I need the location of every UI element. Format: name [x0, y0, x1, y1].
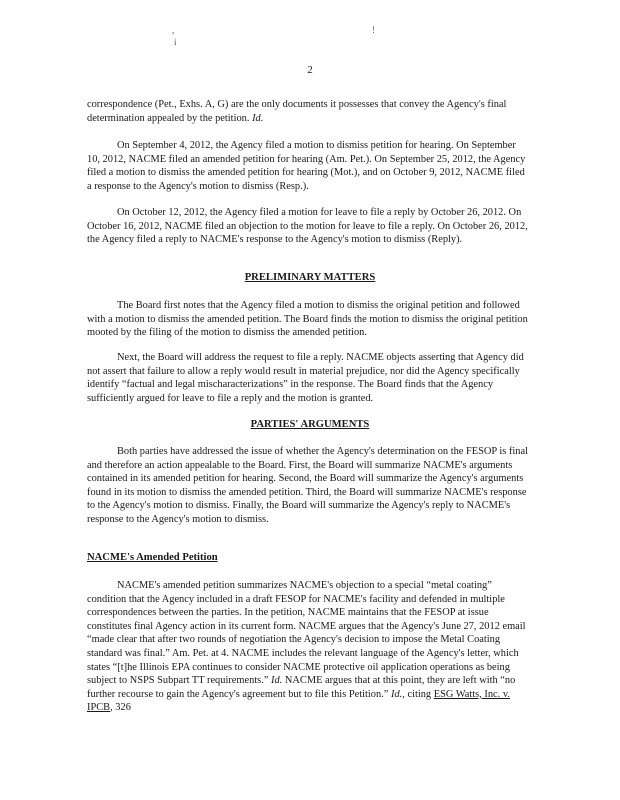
paragraph-text: On September 4, 2012, the Agency filed a motion to dismiss petition for hearing. On September 10, 2012, NACME filed an amended petition for hearing (Am. Pet.). On September 25, 2012, the Agency filed a motion to dismiss the amended petition for hearing (Mot.), and on October 9, 2012, NACME filed a response to the Agency's motion to dismiss (Resp.).: [87, 140, 526, 192]
paragraph-text: On October 12, 2012, the Agency filed a motion for leave to file a reply by October 26, 2012. On October 16, 2012, NACME filed an objection to the motion for leave to file a reply. On October 26, 2012, the Agency filed a reply to NACME's response to the Agency's motion to dismiss (Reply).: [87, 207, 528, 246]
paragraph-intro: [87, 98, 529, 125]
paragraph-preliminary-1: [87, 299, 529, 340]
paragraph-text: , 326: [110, 702, 131, 714]
paragraph-text: Next, the Board will address the request to file a reply. NACME objects asserting that Agency did not assert that failure to allow a reply would result in material prejudice, nor did the Agency specifically identify “factual and legal mischaracterizations” in the response. The Board finds that the Agency sufficiently argued for leave to file a reply and the motion is granted.: [87, 352, 524, 404]
paragraph-text: NACME's amended petition summarizes NACME's objection to a special “metal coating” condition that the Agency included in a draft FESOP for NACME's facility and defended in multiple correspondences between the parties. In the petition, NACME maintains that the FESOP at issue constitutes final Agency action in its current form. NACME argues that the Agency's June 27, 2012 email “made clear that after two rounds of negotiation the Agency's decision to impose the Metal Coating standard was final.” Am. Pet. at 4. NACME includes the relevant language of the Agency's letter, which states “[t]he Illinois EPA continues to consider NACME protective oil application operations as being subject to NSPS Subpart TT requirements.”: [87, 580, 526, 687]
paragraph-preliminary-2: [87, 351, 529, 405]
paragraph-october-filings: [87, 206, 529, 247]
paragraph-text: The Board first notes that the Agency filed a motion to dismiss the original petition and followed with a motion to dismiss the amended petition. The Board finds the motion to dismiss the original petition mooted by the filing of the motion to dismiss the amended petition.: [87, 300, 528, 339]
paragraph-september-filings: [87, 139, 529, 193]
scan-artifact-mark: !: [372, 25, 375, 35]
paragraph-text: Both parties have addressed the issue of whether the Agency's determination on the FESOP is final and therefore an action appealable to the Board. First, the Board will summarize NACME's arguments contained in its amended petition for hearing. Second, the Board will summarize the Agency's arguments found in its motion to dismiss the amended petition. Third, the Board will summarize NACME's response to the Agency's motion to dismiss. Finally, the Board will summarize the Agency's reply to NACME's response to the Agency's motion to dismiss.: [87, 446, 528, 525]
heading-parties-arguments: PARTIES' ARGUMENTS: [250, 419, 370, 430]
case-citation: ESG Watts, Inc. v. IPCB: [87, 688, 510, 714]
scan-artifact-mark: ,: [172, 25, 175, 35]
paragraph-text: correspondence (Pet., Exhs. A, G) are the only documents it possesses that convey the Agency's final determination appealed by the petition.: [87, 99, 507, 124]
paragraph-nacme-petition: [87, 579, 529, 715]
citation: Id.: [271, 675, 283, 687]
citation: Id.: [391, 688, 403, 700]
paragraph-parties-arguments: [87, 445, 529, 527]
page-number: 2: [307, 64, 313, 76]
heading-preliminary-matters: PRELIMINARY MATTERS: [244, 272, 376, 283]
subheading-nacme-amended-petition: NACME's Amended Petition: [87, 552, 218, 563]
paragraph-text: NACME argues that at this point, they are left with “no further recourse to gain the Agency's agreement but to file this Petition.”: [87, 675, 516, 700]
citation: Id.: [252, 112, 264, 124]
paragraph-text: , citing: [402, 688, 432, 700]
scan-artifact-mark: i: [174, 37, 177, 47]
